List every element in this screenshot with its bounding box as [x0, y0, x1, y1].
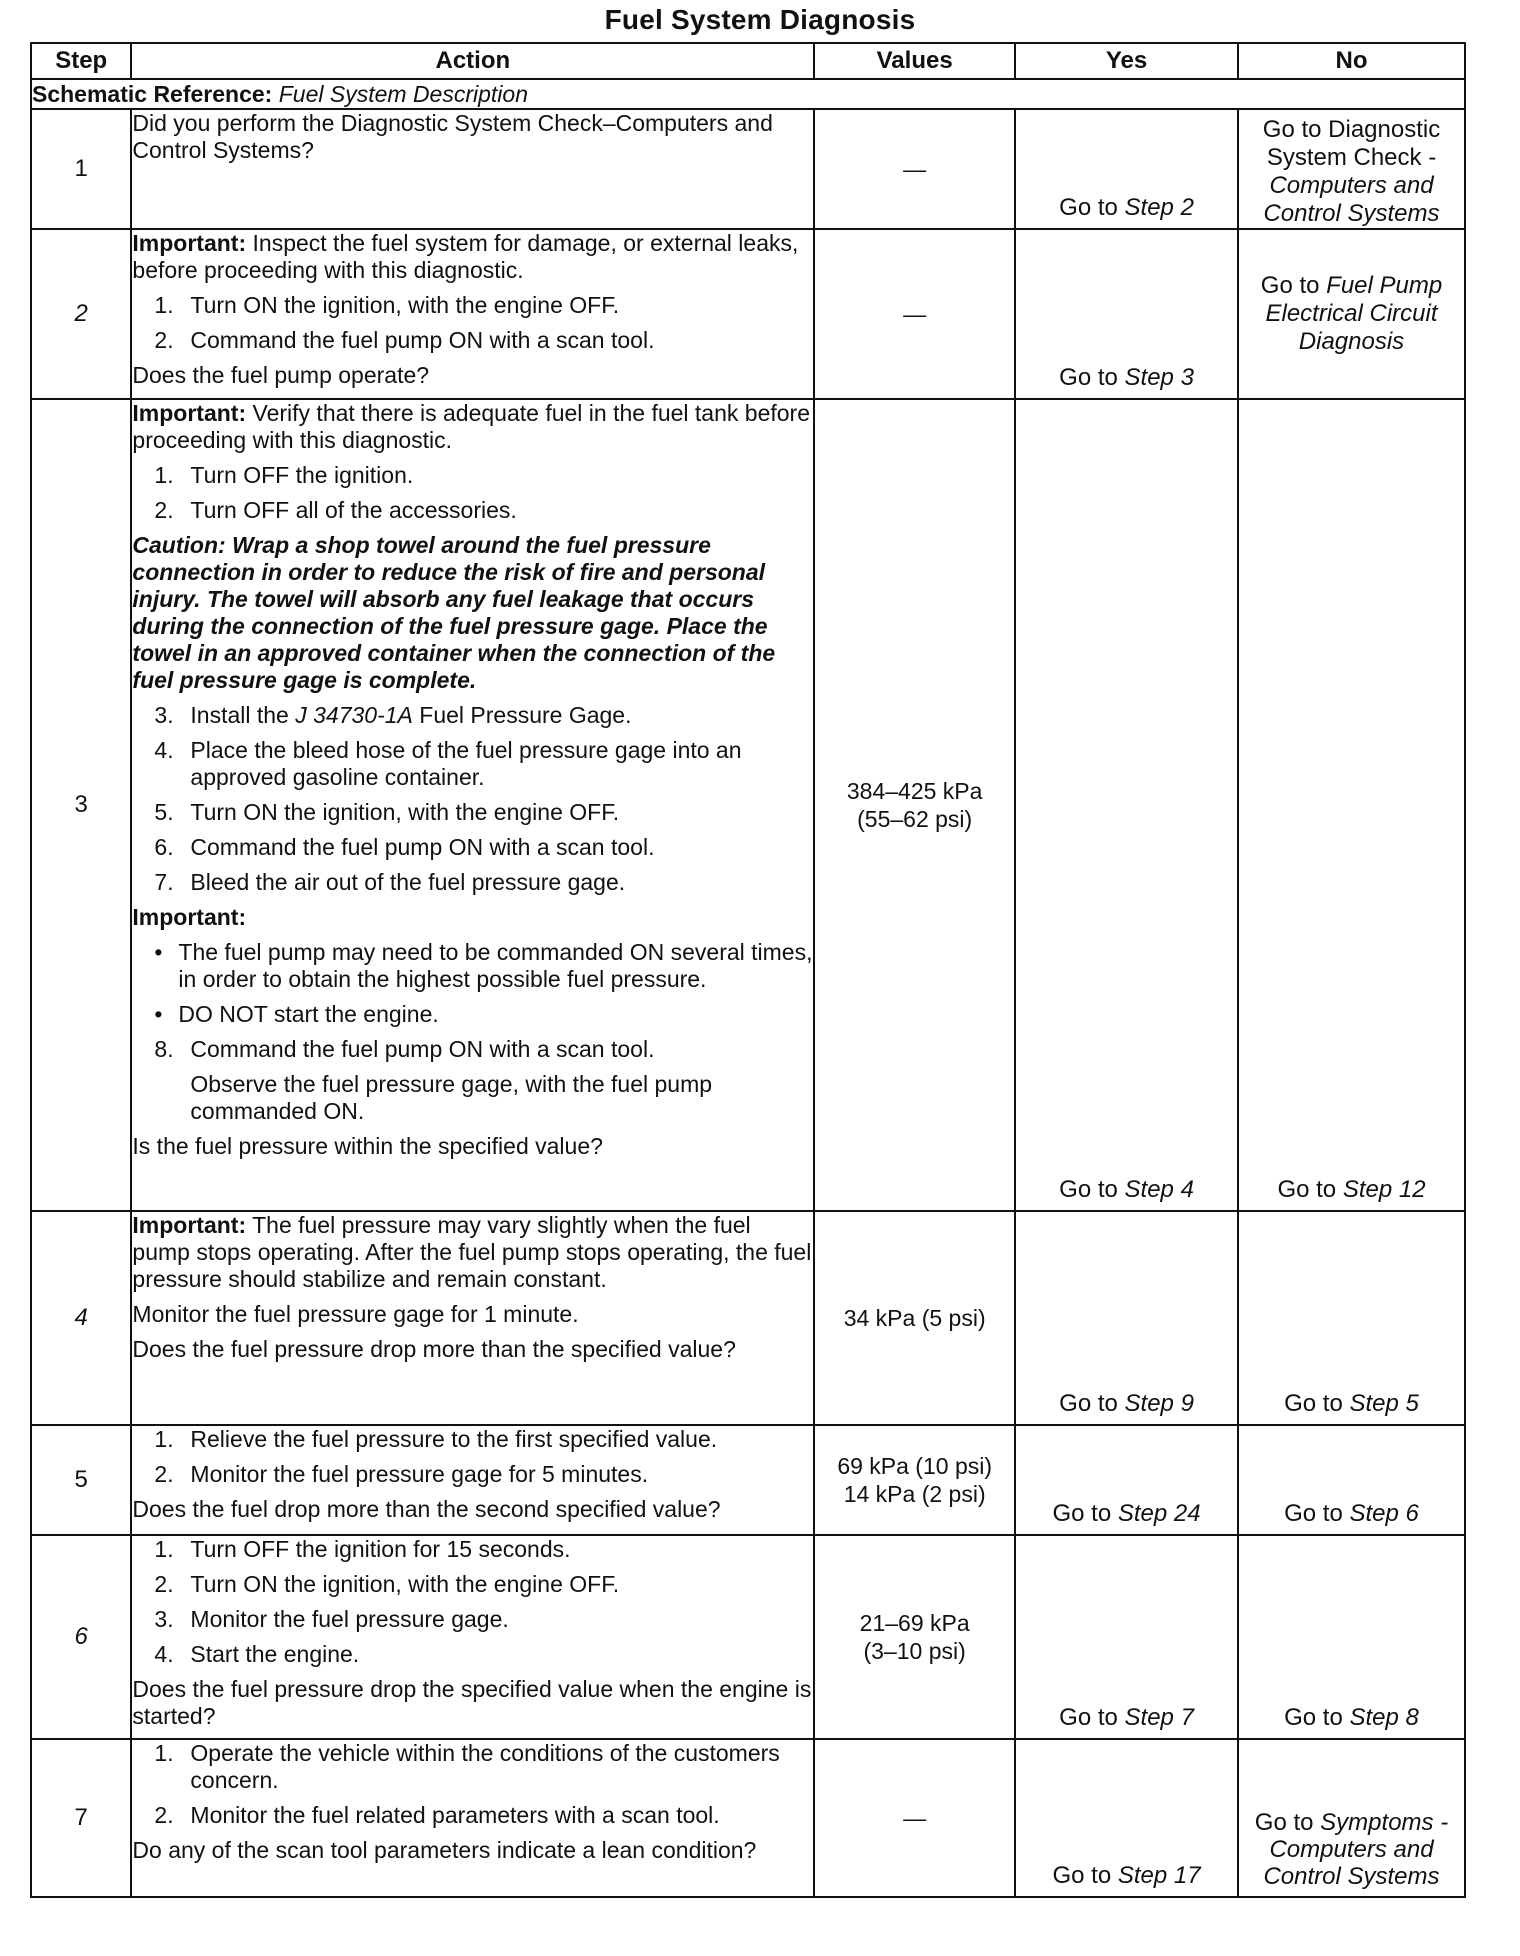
step-instruction: Monitor the fuel pressure gage for 1 minute.: [132, 1301, 579, 1327]
list-item: 6. Command the fuel pump ON with a scan tool.: [154, 834, 655, 860]
header-values: Values: [814, 43, 1015, 79]
no-action[interactable]: Go to Step 8: [1284, 1704, 1419, 1731]
no-cell: [1238, 1739, 1465, 1897]
step-value: 34 kPa (5 psi): [814, 1211, 1015, 1425]
list-item: 3. Monitor the fuel pressure gage.: [154, 1606, 509, 1632]
step-number: 7: [31, 1739, 131, 1897]
step-value: 21–69 kPa (3–10 psi): [814, 1535, 1015, 1739]
schematic-row: [31, 79, 1465, 109]
table-row: [31, 1739, 1465, 1897]
step-value: 69 kPa (10 psi) 14 kPa (2 psi): [814, 1425, 1015, 1535]
schematic-link[interactable]: Fuel System Description: [278, 80, 528, 107]
bullet-item: • The fuel pump may need to be commanded ON several times, in order to obtain the highest possible fuel pressure.: [154, 939, 813, 992]
step-action: [131, 1535, 814, 1739]
table-row: [31, 1211, 1465, 1425]
table-row: [31, 229, 1465, 399]
list-item-continuation: Observe the fuel pressure gage, with the fuel pump commanded ON.: [190, 1071, 713, 1124]
schematic-label: Schematic Reference:: [32, 80, 273, 107]
step-action: [131, 1425, 814, 1535]
header-row: [31, 43, 1465, 79]
step-number: 1: [31, 109, 131, 229]
no-action[interactable]: Go to Fuel Pump Electrical Circuit Diagnosis: [1260, 272, 1443, 355]
list-item: 2. Command the fuel pump ON with a scan tool.: [154, 327, 655, 353]
yes-action[interactable]: Go to Step 3: [1059, 364, 1194, 391]
table-row: [31, 399, 1465, 1211]
list-item: 2. Monitor the fuel related parameters with a scan tool.: [154, 1802, 720, 1828]
important-text: Verify that there is adequate fuel in the fuel tank before proceeding with this diagnostic.: [132, 400, 810, 453]
important-label: Important:: [132, 904, 247, 930]
list-item: 1. Operate the vehicle within the conditions of the customers concern.: [154, 1740, 780, 1793]
step-number: 2: [31, 229, 131, 399]
list-item: 1. Turn OFF the ignition.: [154, 462, 414, 488]
list-item: 5. Turn ON the ignition, with the engine OFF.: [154, 799, 620, 825]
tool-name: J 34730-1A: [295, 702, 413, 728]
yes-cell: [1015, 399, 1238, 1211]
important-text: The fuel pressure may vary slightly when the fuel pump stops operating. After the fuel pump stops operating, the fuel pressure should stabilize and remain constant.: [132, 1212, 812, 1292]
diagnosis-table: [30, 42, 1466, 1898]
no-action[interactable]: Go to Step 12: [1277, 1176, 1426, 1203]
list-item: 2. Monitor the fuel pressure gage for 5 minutes.: [154, 1461, 649, 1487]
step-action: [131, 399, 814, 1211]
schematic-reference: [31, 79, 1465, 109]
yes-action[interactable]: Go to Step 7: [1059, 1704, 1194, 1731]
step-question: Does the fuel pump operate?: [132, 362, 430, 388]
header-no: No: [1238, 43, 1465, 79]
step-question: Does the fuel pressure drop the specified value when the engine is started?: [132, 1676, 812, 1729]
table-row: [31, 109, 1465, 229]
list-item: 3. Install the J 34730-1A Fuel Pressure Gage.: [154, 702, 632, 728]
step-action: [131, 109, 814, 229]
yes-action[interactable]: Go to Step 17: [1052, 1862, 1201, 1889]
yes-cell: [1015, 1535, 1238, 1739]
yes-cell: [1015, 109, 1238, 229]
no-cell: [1238, 1211, 1465, 1425]
step-question: Does the fuel drop more than the second specified value?: [132, 1496, 721, 1522]
important-label: Important:: [132, 400, 247, 426]
step-number: 4: [31, 1211, 131, 1425]
step-action: [131, 1739, 814, 1897]
no-action[interactable]: Go to Symptoms - Computers and Control Systems: [1254, 1809, 1449, 1890]
no-cell: [1238, 109, 1465, 229]
step-value: —: [814, 109, 1015, 229]
table-row: [31, 1535, 1465, 1739]
step-question: Did you perform the Diagnostic System Check–Computers and Control Systems?: [132, 110, 773, 163]
list-item: 2. Turn ON the ignition, with the engine OFF.: [154, 1571, 620, 1597]
list-item: 1. Turn OFF the ignition for 15 seconds.: [154, 1536, 571, 1562]
important-text: Inspect the fuel system for damage, or external leaks, before proceeding with this diagnostic.: [132, 230, 799, 283]
list-item: 1. Turn ON the ignition, with the engine OFF.: [154, 292, 620, 318]
header-step: Step: [31, 43, 131, 79]
step-value: 384–425 kPa (55–62 psi): [814, 399, 1015, 1211]
no-cell: [1238, 1425, 1465, 1535]
step-question: Is the fuel pressure within the specified value?: [132, 1133, 603, 1159]
yes-cell: [1015, 1739, 1238, 1897]
no-cell: [1238, 399, 1465, 1211]
list-item: 4. Place the bleed hose of the fuel pressure gage into an approved gasoline container.: [154, 737, 742, 790]
yes-cell: [1015, 229, 1238, 399]
no-cell: [1238, 1535, 1465, 1739]
step-question: Does the fuel pressure drop more than the specified value?: [132, 1336, 736, 1362]
yes-action[interactable]: Go to Step 9: [1059, 1390, 1194, 1417]
no-action[interactable]: Go to Step 5: [1284, 1390, 1419, 1417]
yes-action[interactable]: Go to Step 4: [1059, 1176, 1194, 1203]
yes-cell: [1015, 1211, 1238, 1425]
step-question: Do any of the scan tool parameters indicate a lean condition?: [132, 1837, 757, 1863]
step-number: 5: [31, 1425, 131, 1535]
table-row: [31, 1425, 1465, 1535]
list-item: 1. Relieve the fuel pressure to the first specified value.: [154, 1426, 718, 1452]
list-item: 2. Turn OFF all of the accessories.: [154, 497, 517, 523]
caution-note: Caution: Wrap a shop towel around the fuel pressure connection in order to reduce the risk of fire and personal injury. The towel will absorb any fuel leakage that occurs during the connection of the fuel pressure gage. Place the towel in an approved container when the connection of the fuel pressure gage is complete.: [132, 532, 776, 693]
no-cell: [1238, 229, 1465, 399]
step-number: 3: [31, 399, 131, 1211]
yes-action[interactable]: Go to Step 2: [1059, 194, 1194, 221]
list-item: 7. Bleed the air out of the fuel pressure gage.: [154, 869, 626, 895]
bullet-item: • DO NOT start the engine.: [154, 1001, 439, 1027]
step-action: [131, 1211, 814, 1425]
no-action[interactable]: Go to Step 6: [1284, 1500, 1419, 1527]
important-label: Important:: [132, 1212, 247, 1238]
header-yes: Yes: [1015, 43, 1238, 79]
important-label: Important:: [132, 230, 247, 256]
step-number: 6: [31, 1535, 131, 1739]
step-value: —: [814, 1739, 1015, 1897]
list-item: 8. Command the fuel pump ON with a scan tool.: [154, 1036, 655, 1062]
step-action: [131, 229, 814, 399]
page-title: Fuel System Diagnosis: [604, 4, 916, 35]
step-value: —: [814, 229, 1015, 399]
list-item: 4. Start the engine.: [154, 1641, 360, 1667]
yes-action[interactable]: Go to Step 24: [1052, 1500, 1201, 1527]
no-action[interactable]: Go to Diagnostic System Check - Computers and Control Systems: [1262, 116, 1441, 227]
yes-cell: [1015, 1425, 1238, 1535]
header-action: Action: [131, 43, 814, 79]
